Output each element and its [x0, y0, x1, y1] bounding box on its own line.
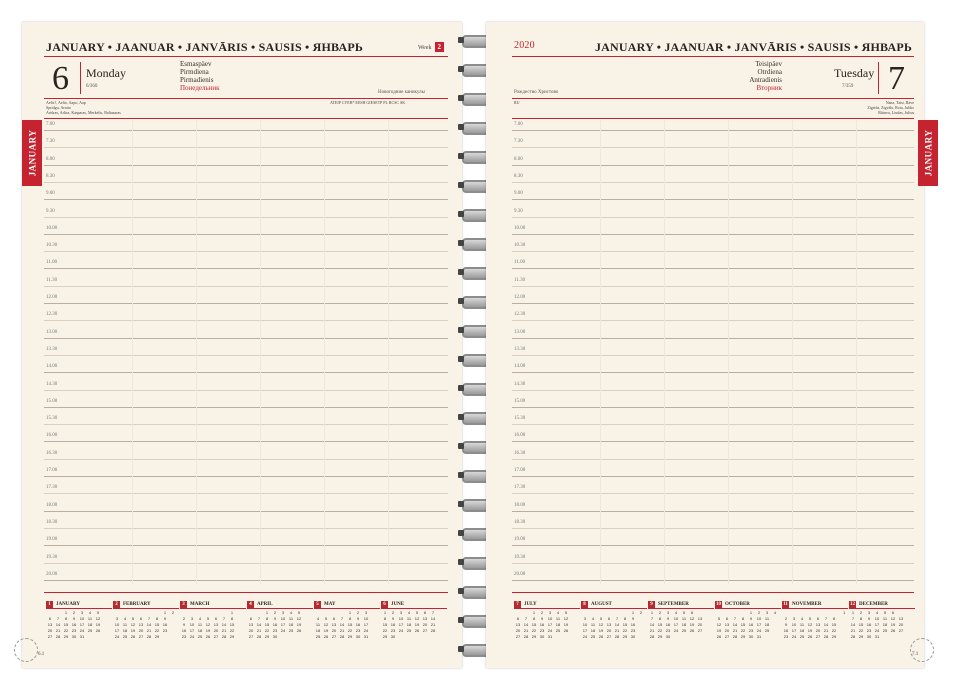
calendar-week-row: 1 2 3 4 5 6 7 — [383, 610, 435, 615]
time-label: 20.00 — [514, 571, 526, 577]
right-calendar-rule — [512, 592, 914, 593]
time-label: 8.00 — [46, 156, 55, 162]
time-slot-line — [512, 320, 914, 321]
calendar-week-row: 3 4 5 6 7 8 9 — [115, 616, 167, 621]
left-holiday-note2: ATEIP CYEB* EESH GIESETP PL RCSC SK — [330, 100, 406, 105]
mini-calendar-header — [581, 600, 647, 609]
time-label: 8.00 — [514, 156, 523, 162]
month-name: JULY — [524, 601, 537, 607]
calendar-week-row: 28 29 30 31 — [850, 634, 880, 639]
calendar-week-row: 27 28 29 30 31 — [47, 634, 85, 639]
right-schedule-grid[interactable] — [512, 120, 914, 586]
translation-et: Teisipäev — [755, 60, 782, 68]
nameday-line: Spridgu, Arnita — [46, 105, 71, 110]
month-number-badge: 3 — [180, 601, 187, 608]
time-label: 17.00 — [46, 468, 58, 473]
mini-calendar — [782, 600, 848, 674]
time-label: 10.30 — [514, 243, 526, 249]
right-namedays — [826, 100, 914, 115]
time-slot-line — [512, 424, 914, 425]
column-divider — [856, 120, 857, 584]
calendar-week-row: 1 2 — [163, 610, 175, 615]
time-slot-line — [512, 234, 914, 235]
right-day-of-year: 7/359 — [842, 84, 854, 89]
right-holiday-note: Рождество Христово — [514, 90, 559, 95]
mini-calendar — [314, 600, 380, 674]
time-label: 8.30 — [514, 173, 523, 179]
calendar-week-row: 1 — [843, 610, 846, 615]
nameday-line: Nanz, Taist, Räve — [885, 100, 914, 105]
month-name: NOVEMBER — [792, 601, 822, 607]
time-label: 16.00 — [46, 433, 58, 439]
calendar-week-row: 2 3 4 5 6 7 8 — [784, 616, 836, 621]
calendar-week-row: 17 18 19 20 21 22 23 — [114, 628, 168, 633]
left-schedule-grid[interactable] — [44, 120, 448, 586]
month-number-badge: 10 — [716, 601, 721, 607]
time-label: 15.30 — [46, 416, 58, 422]
mini-calendar — [715, 600, 781, 674]
time-slot-line — [512, 268, 914, 269]
year-label: 2020 — [514, 40, 535, 51]
time-label: 10.00 — [46, 225, 58, 231]
column-divider — [260, 120, 261, 584]
time-label: 12.00 — [514, 295, 526, 300]
time-label: 13.30 — [514, 346, 526, 352]
left-holiday-note: Новогодние каникулы — [378, 90, 426, 95]
left-day-name: Monday — [86, 66, 126, 80]
time-slot-line — [512, 355, 914, 356]
month-number-badge: 4 — [247, 601, 254, 608]
month-name: JUNE — [391, 601, 405, 607]
column-divider — [196, 120, 197, 584]
time-label: 16.30 — [514, 450, 526, 456]
time-label: 10.00 — [514, 225, 526, 231]
calendar-week-row: 1 2 3 4 5 — [532, 610, 568, 615]
time-label: 9.30 — [46, 208, 55, 214]
time-label: 11.00 — [46, 260, 58, 266]
mini-calendar — [180, 600, 246, 674]
time-label: 12.30 — [514, 312, 526, 318]
left-day-of-year: 6/360 — [86, 84, 98, 89]
page-corner-mark — [14, 638, 38, 662]
time-label: 9.30 — [514, 208, 523, 214]
calendar-week-row: 2 3 4 5 6 7 8 — [182, 616, 234, 621]
month-name: AUGUST — [591, 601, 612, 607]
translation-et: Esmaspäev — [180, 60, 212, 68]
time-slot-line — [512, 511, 914, 512]
time-label: 9.00 — [46, 191, 55, 197]
right-header-rule — [512, 56, 914, 57]
calendar-week-row: 13 14 15 16 17 18 19 — [248, 622, 302, 627]
calendar-week-row: 16 17 18 19 20 21 22 — [181, 628, 235, 633]
day-divider — [80, 62, 81, 94]
calendar-week-row: 20 21 22 23 24 25 26 — [248, 628, 302, 633]
column-divider — [600, 120, 601, 584]
month-name: DECEMBER — [859, 601, 888, 607]
month-number-badge: 7 — [514, 601, 521, 608]
calendar-week-row: 11 12 13 14 15 16 17 — [315, 622, 369, 627]
month-name: MAY — [324, 601, 336, 607]
right-day-translations — [724, 60, 782, 92]
time-slot-line — [512, 286, 914, 287]
calendar-week-row: 4 5 6 7 8 9 10 — [316, 616, 369, 621]
column-divider — [388, 120, 389, 584]
translation-lv: Otrdiena — [757, 68, 782, 76]
time-slot-line — [512, 580, 914, 581]
calendar-week-row: 1 2 3 — [348, 610, 368, 615]
calendar-week-row: 8 9 10 11 12 13 14 — [383, 616, 436, 621]
time-label: 19.00 — [46, 537, 58, 543]
right-page-number: 7.1 — [912, 652, 919, 657]
calendar-week-row: 18 19 20 21 22 23 24 — [315, 628, 369, 633]
month-name: JANUARY — [56, 601, 80, 607]
time-label: 13.00 — [46, 329, 58, 335]
right-month-tab[interactable] — [918, 120, 938, 186]
calendar-week-row: 14 15 16 17 18 19 20 — [649, 622, 703, 627]
time-label: 11.30 — [514, 277, 526, 283]
time-label: 14.30 — [46, 381, 58, 387]
time-label: 15.00 — [514, 398, 526, 404]
mini-calendar-header — [46, 600, 112, 609]
mini-calendar — [514, 600, 580, 674]
time-label: 18.00 — [514, 502, 526, 508]
left-header-rule — [44, 56, 448, 57]
calendar-week-row: 5 6 7 8 9 10 11 — [717, 616, 770, 621]
time-slot-line — [512, 303, 914, 304]
mini-calendar — [849, 600, 915, 674]
left-page-number: 6.1 — [38, 652, 45, 657]
calendar-week-row: 24 25 26 27 28 29 30 — [582, 634, 636, 639]
time-label: 15.00 — [46, 398, 58, 404]
time-label: 20.00 — [46, 571, 58, 577]
time-label: 17.30 — [514, 485, 526, 491]
mini-calendar — [381, 600, 447, 674]
calendar-week-row: 15 16 17 18 19 20 21 — [382, 622, 436, 627]
calendar-week-row: 29 30 — [382, 634, 396, 639]
calendar-week-row: 12 13 14 15 16 17 18 — [716, 622, 770, 627]
time-label: 12.30 — [46, 312, 58, 318]
column-divider — [664, 120, 665, 584]
time-slot-line — [512, 407, 914, 408]
calendar-week-row: 17 18 19 20 21 22 23 — [582, 628, 636, 633]
right-subheader-rule — [512, 98, 914, 99]
month-name: FEBRUARY — [123, 601, 151, 607]
time-label: 14.30 — [514, 381, 526, 387]
month-number-badge: 5 — [314, 601, 321, 608]
calendar-week-row: 6 7 8 9 10 11 12 — [48, 616, 101, 621]
translation-lt: Antradienis — [749, 76, 782, 84]
calendar-week-row: 7 8 9 10 11 12 13 — [650, 616, 703, 621]
mini-calendar-header — [247, 600, 313, 609]
left-tab-label: JANUARY — [27, 129, 37, 177]
time-label: 8.30 — [46, 173, 55, 179]
time-slot-line — [512, 459, 914, 460]
mini-calendar-header — [648, 600, 714, 609]
month-number-badge: 12 — [850, 601, 855, 607]
calendar-week-row: 26 27 28 29 30 31 — [716, 634, 762, 639]
time-label: 17.30 — [46, 485, 58, 491]
calendar-week-row: 1 2 3 4 5 — [265, 610, 301, 615]
time-slot-line — [512, 147, 914, 148]
mini-calendar — [648, 600, 714, 674]
column-divider — [132, 120, 133, 584]
time-slot-line — [512, 182, 914, 183]
right-day-name: Tuesday — [834, 66, 875, 80]
nameday-line: Artūras, Arlira, Kasparas, Merkelis, Baltazaras — [46, 110, 121, 115]
calendar-week-row: 27 28 29 30 31 — [515, 634, 553, 639]
nameday-line: Aelis?, Aelio, Aapo, Aap — [46, 100, 86, 105]
column-divider — [728, 120, 729, 584]
calendar-week-row: 13 14 15 16 17 18 19 — [515, 622, 569, 627]
time-label: 17.00 — [514, 468, 526, 473]
month-number-badge: 1 — [46, 601, 53, 608]
month-name: MARCH — [190, 601, 210, 607]
week-indicator — [418, 42, 444, 52]
time-label: 7.00 — [514, 122, 523, 127]
calendar-week-row: 23 24 25 26 27 28 29 — [181, 634, 235, 639]
time-slot-line — [512, 493, 914, 494]
right-month-title: JANUARY • JAANUAR • JANVĀRIS • SAUSIS • ЯНВАРЬ — [594, 40, 912, 54]
calendar-week-row: 19 20 21 22 23 24 25 — [716, 628, 770, 633]
time-label: 14.00 — [46, 364, 58, 370]
translation-lt: Pirmadienis — [180, 76, 214, 84]
time-label: 10.30 — [46, 243, 58, 249]
left-namedays — [46, 100, 121, 115]
calendar-week-row: 24 25 26 27 28 29 — [114, 634, 160, 639]
calendar-week-row: 21 22 23 24 25 26 27 — [649, 628, 703, 633]
mini-calendar-header — [514, 600, 580, 609]
calendar-week-row: 6 7 8 9 10 11 12 — [516, 616, 569, 621]
calendar-week-row: 14 15 16 17 18 19 20 — [850, 622, 904, 627]
left-day-translations — [180, 60, 220, 92]
time-slot-line — [512, 441, 914, 442]
time-slot-line — [512, 390, 914, 391]
left-month-tab[interactable] — [22, 120, 42, 186]
calendar-week-row: 20 21 22 23 24 25 26 — [47, 628, 101, 633]
time-label: 16.00 — [514, 433, 526, 439]
calendar-week-row: 1 2 — [631, 610, 643, 615]
calendar-week-row: 9 10 11 12 13 14 15 — [784, 622, 837, 627]
calendar-week-row: 21 22 23 24 25 26 27 — [850, 628, 904, 633]
left-grid-top-rule — [44, 118, 448, 119]
mini-calendar-header — [849, 600, 915, 609]
month-name: APRIL — [257, 601, 273, 607]
calendar-week-row: 1 2 3 4 5 — [64, 610, 100, 615]
calendar-week-row: 10 11 12 13 14 15 16 — [114, 622, 168, 627]
nameday-line: Rūtuva, Liudas, Julius — [878, 110, 914, 115]
mini-calendar-header — [782, 600, 848, 609]
time-slot-line — [512, 528, 914, 529]
time-label: 18.30 — [514, 519, 526, 525]
page-corner-mark — [910, 638, 934, 662]
right-day-number: 7 — [888, 60, 905, 97]
right-grid-top-rule — [512, 118, 914, 119]
nameday-line: Zigrida, Zigvāls, Rota, Juliks — [867, 105, 914, 110]
calendar-week-row: 20 21 22 23 24 25 26 — [515, 628, 569, 633]
month-number-badge: 8 — [581, 601, 588, 608]
mini-calendar-header — [314, 600, 380, 609]
month-number-badge: 2 — [113, 601, 120, 608]
time-label: 19.30 — [514, 554, 526, 560]
right-page — [486, 22, 924, 668]
calendar-week-row: 27 28 29 30 — [248, 634, 278, 639]
left-month-title: JANUARY • JAANUAR • JANVĀRIS • SAUSIS • ЯНВАРЬ — [46, 40, 364, 54]
translation-ru: Понедельник — [180, 84, 220, 92]
translation-lv: Pirmdiena — [180, 68, 209, 76]
time-label: 13.30 — [46, 346, 58, 352]
left-calendar-rule — [44, 592, 448, 593]
time-slot-line — [512, 217, 914, 218]
time-slot-line — [512, 199, 914, 200]
calendar-week-row: 25 26 27 28 29 30 31 — [315, 634, 369, 639]
left-day-number: 6 — [52, 60, 69, 97]
time-label: 7.30 — [514, 139, 523, 145]
week-label: Week — [418, 45, 432, 51]
month-number-badge: 6 — [381, 601, 388, 608]
calendar-week-row: 22 23 24 25 26 27 28 — [382, 628, 436, 633]
time-label: 18.00 — [46, 502, 58, 508]
calendar-week-row: 1 2 3 4 — [749, 610, 777, 615]
time-slot-line — [512, 476, 914, 477]
mini-calendar — [581, 600, 647, 674]
time-label: 19.00 — [514, 537, 526, 543]
time-label: 7.00 — [46, 122, 55, 127]
calendar-week-row: 1 2 3 4 5 6 — [851, 610, 895, 615]
left-page — [22, 22, 462, 668]
mini-calendar-header — [381, 600, 447, 609]
month-number-badge: 9 — [648, 601, 655, 608]
time-label: 13.00 — [514, 329, 526, 335]
calendar-week-row: 3 4 5 6 7 8 9 — [583, 616, 635, 621]
mini-calendar-header — [180, 600, 246, 609]
time-label: 12.00 — [46, 295, 58, 300]
time-slot-line — [512, 165, 914, 166]
time-slot-line — [512, 338, 914, 339]
month-number-badge: 11 — [783, 601, 788, 607]
calendar-week-row: 9 10 11 12 13 14 15 — [182, 622, 235, 627]
month-name: SEPTEMBER — [658, 601, 689, 607]
mini-calendar-header — [113, 600, 179, 609]
time-label: 7.30 — [46, 139, 55, 145]
mini-calendar — [247, 600, 313, 674]
time-slot-line — [512, 130, 914, 131]
time-label: 19.30 — [46, 554, 58, 560]
calendar-week-row: 6 7 8 9 10 11 12 — [249, 616, 302, 621]
translation-ru: Вторник — [756, 84, 782, 92]
time-slot-line — [512, 545, 914, 546]
time-slot-line — [512, 251, 914, 252]
calendar-week-row: 1 — [230, 610, 234, 615]
calendar-week-row: 13 14 15 16 17 18 19 — [47, 622, 101, 627]
time-label: 11.30 — [46, 277, 58, 283]
time-label: 9.00 — [514, 191, 523, 197]
calendar-week-row: 1 2 3 4 5 6 — [650, 610, 694, 615]
calendar-week-row: 10 11 12 13 14 15 16 — [582, 622, 636, 627]
time-slot-line — [512, 372, 914, 373]
calendar-week-row: 28 29 30 — [649, 634, 671, 639]
time-slot-line — [512, 563, 914, 564]
day-divider — [878, 62, 879, 94]
calendar-week-row: 16 17 18 19 20 21 22 — [783, 628, 837, 633]
mini-calendar-header — [715, 600, 781, 609]
calendar-week-row: 7 8 9 10 11 12 13 — [851, 616, 904, 621]
time-label: 15.30 — [514, 416, 526, 422]
mini-calendar — [113, 600, 179, 674]
calendar-week-row: 23 24 25 26 27 28 29 — [783, 634, 837, 639]
column-divider — [324, 120, 325, 584]
right-tab-label: JANUARY — [923, 129, 933, 177]
right-holiday-note2: RU — [514, 100, 520, 105]
time-label: 14.00 — [514, 364, 526, 370]
week-number-badge: 2 — [435, 42, 445, 52]
time-label: 18.30 — [46, 519, 58, 525]
time-label: 11.00 — [514, 260, 526, 266]
mini-calendar — [46, 600, 112, 674]
time-label: 16.30 — [46, 450, 58, 456]
left-subheader-rule — [44, 98, 448, 99]
month-name: OCTOBER — [725, 601, 750, 607]
column-divider — [792, 120, 793, 584]
